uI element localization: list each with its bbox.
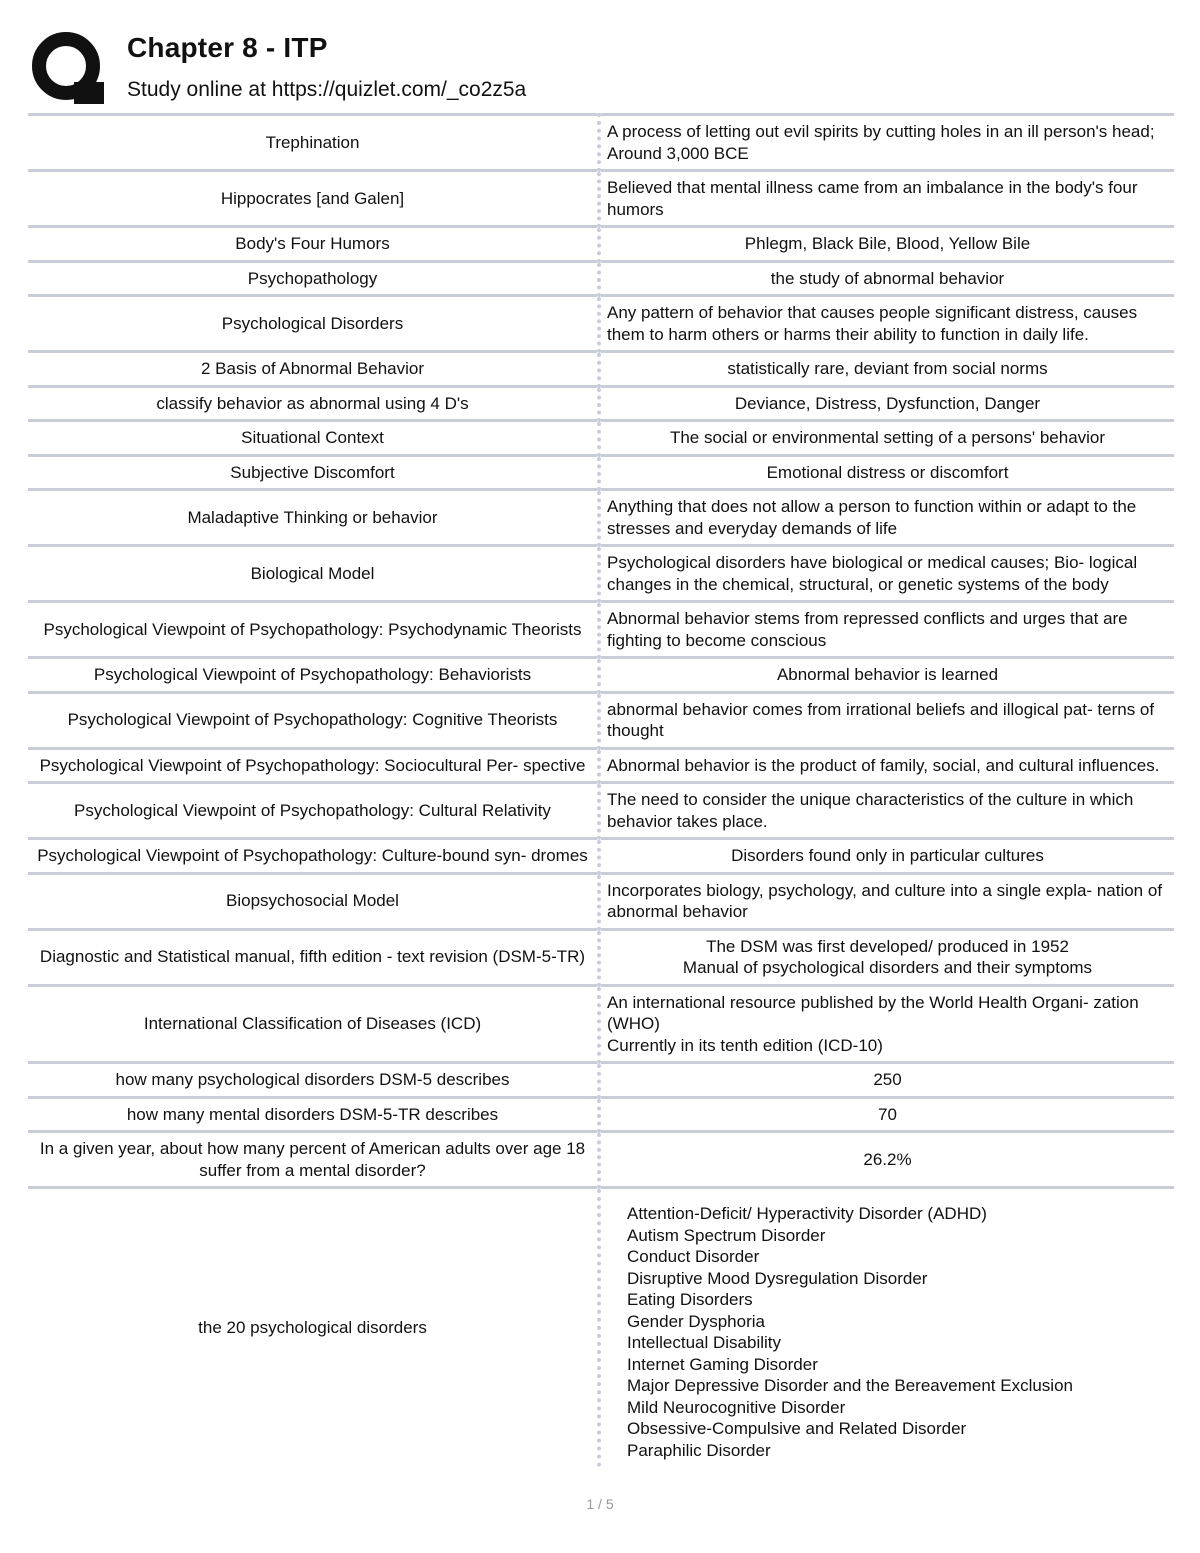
card-term: Psychological Viewpoint of Psychopathology: Culture-bound syn- dromes — [28, 839, 599, 874]
card-term: Biological Model — [28, 546, 599, 602]
table-row — [28, 296, 1174, 352]
card-term: Diagnostic and Statistical manual, fifth edition - text revision (DSM-5-TR) — [28, 929, 599, 985]
table-row — [28, 1063, 1174, 1098]
definition-line: 26.2% — [863, 1149, 912, 1169]
card-definition — [599, 227, 1174, 262]
table-row — [28, 421, 1174, 456]
card-term: Psychological Viewpoint of Psychopathology: Cognitive Theorists — [28, 692, 599, 748]
definition-line: Intellectual Disability — [627, 1333, 782, 1352]
flashcard-table — [28, 113, 1174, 1467]
table-row — [28, 115, 1174, 171]
card-definition — [599, 115, 1174, 171]
card-definition — [599, 261, 1174, 296]
card-term: Biopsychosocial Model — [28, 873, 599, 929]
definition-line: Attention-Deficit/ Hyperactivity Disorder (ADHD) — [627, 1204, 987, 1223]
definition-line: Any pattern of behavior that causes people significant distress, causes them to harm others or harms their ability to function in daily life. — [607, 303, 1138, 344]
table-row — [28, 985, 1174, 1063]
card-definition — [599, 386, 1174, 421]
card-term: how many psychological disorders DSM-5 describes — [28, 1063, 599, 1098]
card-definition — [599, 1188, 1174, 1468]
table-row — [28, 490, 1174, 546]
definition-line: Disruptive Mood Dysregulation Disorder — [627, 1268, 928, 1288]
page-title: Chapter 8 - ITP — [127, 32, 328, 63]
definition-line: Emotional distress or discomfort — [766, 462, 1009, 482]
definition-line: Incorporates biology, psychology, and culture into a single expla- nation of abnormal behavior — [607, 880, 1163, 921]
definition-line: statistically rare, deviant from social norms — [727, 359, 1048, 378]
table-row — [28, 929, 1174, 985]
definition-line: 250 — [873, 1070, 902, 1089]
card-term: how many mental disorders DSM-5-TR describes — [28, 1097, 599, 1132]
definition-line: Internet Gaming Disorder — [627, 1354, 818, 1374]
table-row — [28, 1188, 1174, 1468]
table-row — [28, 783, 1174, 839]
definition-line: Disorders found only in particular cultures — [731, 846, 1044, 865]
card-term: Psychological Viewpoint of Psychopathology: Behaviorists — [28, 658, 599, 693]
definition-line: Abnormal behavior is the product of family, social, and cultural influences. — [607, 755, 1160, 775]
card-term: Psychological Viewpoint of Psychopathology: Sociocultural Per- spective — [28, 748, 599, 783]
table-row — [28, 839, 1174, 874]
table-row — [28, 352, 1174, 387]
definition-line: An international resource published by the World Health Organi- zation (WHO) — [607, 992, 1139, 1033]
table-row — [28, 227, 1174, 262]
definition-line: Manual of psychological disorders and their symptoms — [682, 958, 1093, 977]
definition-line: Obsessive-Compulsive and Related Disorder — [627, 1419, 967, 1438]
card-definition — [599, 296, 1174, 352]
card-definition — [599, 171, 1174, 227]
definition-line: Currently in its tenth edition (ICD-10) — [607, 1035, 883, 1055]
card-term: In a given year, about how many percent of American adults over age 18 suffer from a mental disorder? — [28, 1132, 599, 1188]
card-definition — [599, 658, 1174, 693]
quizlet-logo-icon — [30, 30, 106, 106]
definition-line: Autism Spectrum Disorder — [627, 1225, 826, 1245]
card-definition — [599, 839, 1174, 874]
definition-line: Conduct Disorder — [627, 1247, 760, 1266]
study-online-link[interactable]: Study online at https://quizlet.com/_co2z5a — [127, 78, 527, 101]
definition-line: Major Depressive Disorder and the Bereavement Exclusion — [627, 1376, 1073, 1395]
card-definition — [599, 692, 1174, 748]
definition-line: A process of letting out evil spirits by cutting holes in an ill person's head; Around 3,000 BCE — [607, 122, 1155, 163]
table-row — [28, 1097, 1174, 1132]
definition-line: 70 — [878, 1104, 897, 1124]
table-row — [28, 171, 1174, 227]
card-definition — [599, 1132, 1174, 1188]
card-definition — [599, 546, 1174, 602]
table-row — [28, 261, 1174, 296]
definition-line: the study of abnormal behavior — [770, 268, 1005, 288]
table-row — [28, 692, 1174, 748]
definition-line: abnormal behavior comes from irrational beliefs and illogical pat- terns of thought — [607, 699, 1155, 740]
card-definition — [599, 352, 1174, 387]
card-definition — [599, 929, 1174, 985]
table-row — [28, 658, 1174, 693]
card-definition — [599, 783, 1174, 839]
card-term: Trephination — [28, 115, 599, 171]
definition-line: Eating Disorders — [627, 1290, 753, 1309]
card-definition — [599, 1097, 1174, 1132]
definition-line: Phlegm, Black Bile, Blood, Yellow Bile — [744, 234, 1031, 253]
page-number: 1 / 5 — [586, 1496, 614, 1512]
definition-line: Gender Dysphoria — [627, 1311, 765, 1331]
definition-line: Mild Neurocognitive Disorder — [627, 1397, 846, 1417]
card-term: Psychopathology — [28, 261, 599, 296]
table-row — [28, 873, 1174, 929]
definition-line: Psychological disorders have biological or medical causes; Bio- logical changes in the chemical, structural, or genetic systems of the body — [607, 553, 1138, 594]
card-definition — [599, 490, 1174, 546]
definition-line: Abnormal behavior stems from repressed conflicts and urges that are fighting to become conscious — [607, 609, 1128, 650]
card-term: Maladaptive Thinking or behavior — [28, 490, 599, 546]
card-definition — [599, 1063, 1174, 1098]
card-term: Situational Context — [28, 421, 599, 456]
page-header — [30, 28, 1180, 110]
card-term: Psychological Disorders — [28, 296, 599, 352]
table-row — [28, 386, 1174, 421]
card-term: 2 Basis of Abnormal Behavior — [28, 352, 599, 387]
card-definition — [599, 985, 1174, 1063]
card-term: the 20 psychological disorders — [28, 1188, 599, 1468]
definition-line: The social or environmental setting of a persons' behavior — [669, 428, 1106, 447]
card-term: International Classification of Diseases (ICD) — [28, 985, 599, 1063]
card-definition — [599, 455, 1174, 490]
card-term: Hippocrates [and Galen] — [28, 171, 599, 227]
card-definition — [599, 748, 1174, 783]
card-term: Psychological Viewpoint of Psychopathology: Psychodynamic Theorists — [28, 602, 599, 658]
card-definition — [599, 873, 1174, 929]
card-definition — [599, 421, 1174, 456]
definition-line: Deviance, Distress, Dysfunction, Danger — [734, 393, 1041, 413]
card-term: Body's Four Humors — [28, 227, 599, 262]
definition-line: The need to consider the unique characteristics of the culture in which behavior takes place. — [607, 790, 1134, 831]
definition-line: Believed that mental illness came from an imbalance in the body's four humors — [607, 178, 1138, 219]
card-term: classify behavior as abnormal using 4 D's — [28, 386, 599, 421]
card-term: Psychological Viewpoint of Psychopathology: Cultural Relativity — [28, 783, 599, 839]
table-row — [28, 1132, 1174, 1188]
definition-line: The DSM was first developed/ produced in 1952 — [706, 936, 1069, 956]
table-row — [28, 748, 1174, 783]
table-row — [28, 455, 1174, 490]
definition-line: Paraphilic Disorder — [627, 1440, 771, 1460]
card-term: Subjective Discomfort — [28, 455, 599, 490]
card-definition — [599, 602, 1174, 658]
table-row — [28, 602, 1174, 658]
definition-line: Abnormal behavior is learned — [776, 665, 999, 684]
definition-line: Anything that does not allow a person to function within or adapt to the stresses and everyday demands of life — [607, 497, 1137, 538]
table-row — [28, 546, 1174, 602]
